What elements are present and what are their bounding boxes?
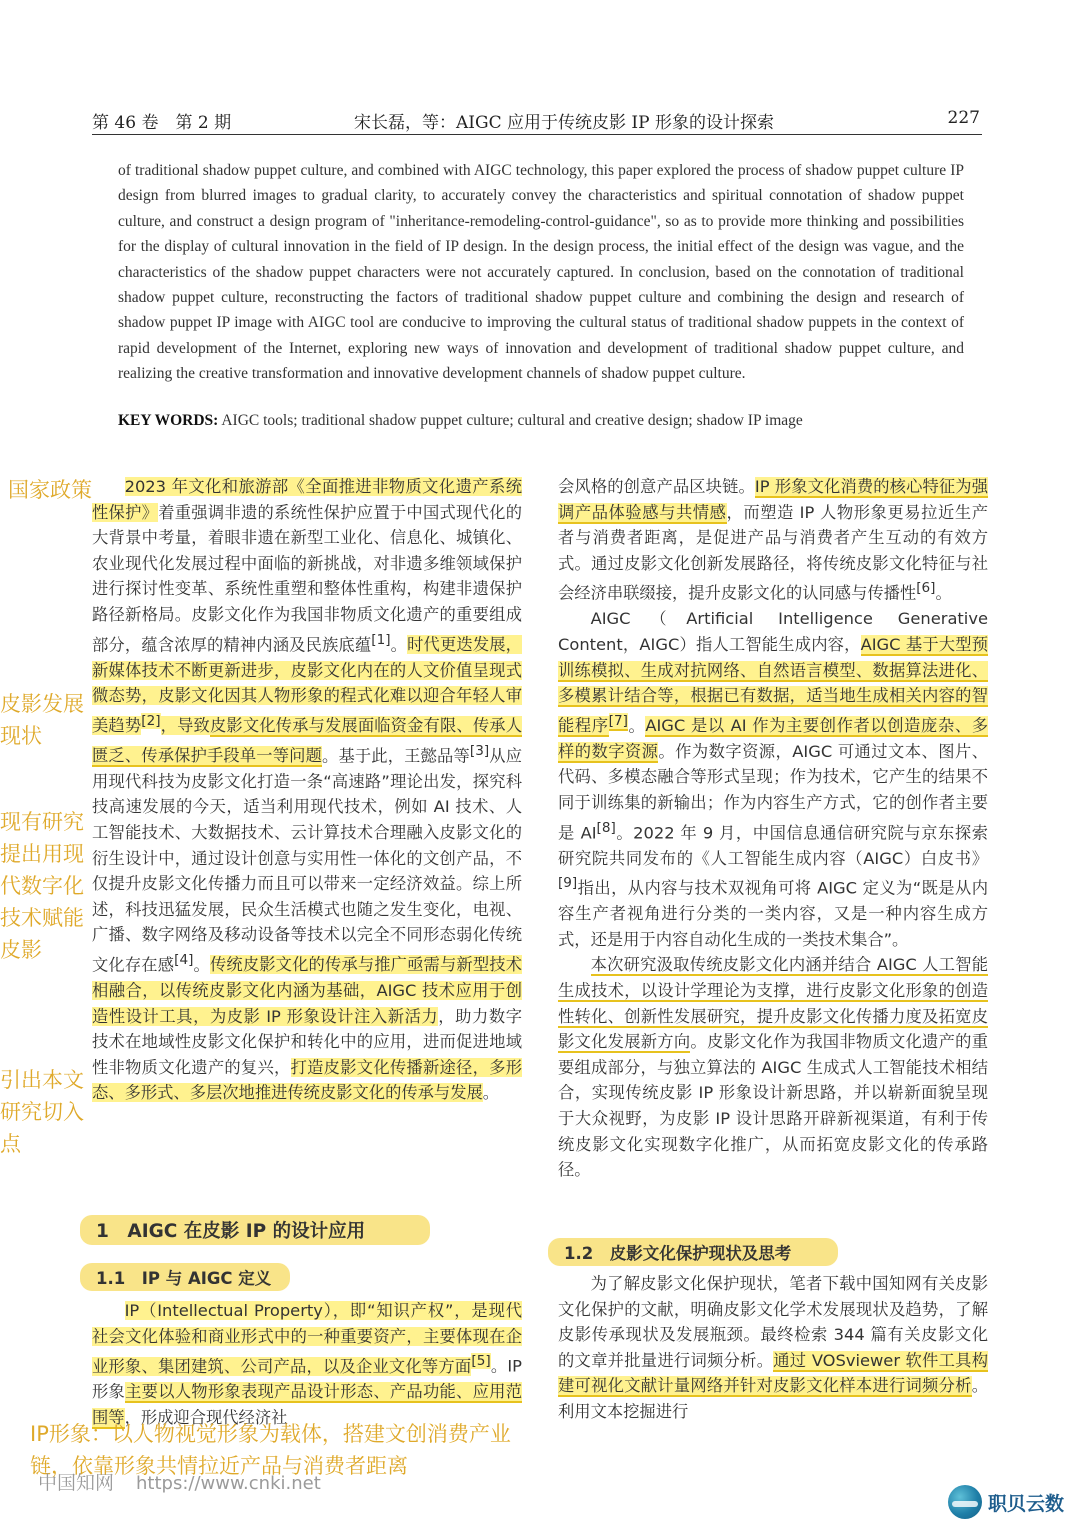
cnki-url: https://www.cnki.net — [136, 1473, 321, 1494]
brand-globe-icon — [948, 1485, 982, 1519]
research-aim-paragraph: 本次研究汲取传统皮影文化内涵并结合 AIGC 人工智能生成技术，以设计学理论为支撑，进行皮影文化形象的创造性转化、创新性发展研究，提升皮影文化传播力度及拓宽皮影文化发展新方向。皮影文化作为我国非物质文化遗产的重要组成部分，与独立算法的 AIGC 生成式人工智能技术相结合，实现传统皮影 IP 形象设计新思路，并以崭新面貌呈现于大众视野，为皮影 IP 设计思路开辟新视渠道，有利于传统皮影文化实现数字化推广，从而拓宽皮影文化的传承路径。 — [558, 955, 988, 1180]
ref-2: [2] — [141, 712, 161, 729]
english-abstract: of traditional shadow puppet culture, and combined with AIGC technology, this paper explored the process of shadow puppet culture IP design from blurred images to gradual clarity, to accurately convey the characteristics and spiritual connotation of shadow puppet culture, and construct a design program of "inheritance-remodeling-control-guidance", so as to provide more thinking and possibilities for the display of cultural innovation in the field of IP design. In the design process, the initial effect of the design was vague, and the characteristics of the shadow puppet characters were not accurately captured. In conclusion, based on the connotation of traditional shadow puppet culture, reconstructing the factors of traditional shadow puppet culture and combining the design and research of shadow puppet IP image with AIGC tool are conducive to improving the cultural status of traditional shadow puppets in the context of rapid development of the Internet, exploring new ways of innovation and development of traditional shadow puppet culture, and realizing the creative transformation and innovative development channels of shadow puppet culture. — [118, 162, 964, 383]
annotation-existing-research: 现有研究提出用现代数字化技术赋能皮影 — [0, 810, 84, 962]
annotation-entry-point: 引出本文研究切入点 — [0, 1068, 84, 1156]
ref-6: [6] — [916, 580, 936, 597]
underline-research-aim: 本次研究汲取传统皮影文化内涵并结合 AIGC 人工智能生成技术，以设计学理论为支撑，进行皮影文化形象的创造性转化、创新性发展研究，提升皮影文化传播力度及拓宽皮影文化发展新方向 — [558, 955, 988, 1052]
annotation-development-status: 皮影发展现状 — [0, 692, 84, 748]
ref-7: [7] — [608, 712, 628, 729]
brand-logo — [948, 1484, 1064, 1520]
page-number: 227 — [947, 108, 980, 128]
highlight-aigc-creator: AIGC 是以 AI 作为主要创作者以创造庞杂、多样的数字资源 — [558, 716, 988, 761]
highlight-entry-point: 传统皮影文化的传承与推广亟需与新型技术相融合，以传统皮影文化内涵为基础，AIGC 技术应用于创造性设计工具，为皮影 IP 形象设计注入新活力 — [92, 955, 522, 1026]
keywords-line — [118, 412, 964, 430]
ref-4: [4] — [174, 951, 194, 968]
left-column — [92, 474, 522, 1106]
section-heading-1-2: 1.2 皮影文化保护现状及思考 — [548, 1238, 838, 1266]
ip-consumption-paragraph: 会风格的创意产品区块链。IP 形象文化消费的核心特征为强调产品体验感与共情感，而塑造 IP 人物形象更易拉近生产者与消费者距离，是促进产品与消费者产生互动的有效方式。通过皮影文化创新发展路径，将传统皮影文化特征与社会经济串联缀接，提升皮影文化的认同感与传播性[6]。 — [558, 477, 989, 603]
ref-9: [9] — [558, 875, 578, 892]
running-title: 宋长磊，等：AIGC 应用于传统皮影 IP 形象的设计探索 — [354, 113, 774, 133]
section-heading-1: 1 AIGC 在皮影 IP 的设计应用 — [80, 1215, 430, 1245]
keywords-text: AIGC tools; traditional shadow puppet culture; cultural and creative design; shadow IP image — [218, 412, 803, 429]
highlight-vosviewer: 通过 VOSviewer 软件工具构建可视化文献计量网络并针对皮影文化样本进行词频分析 — [558, 1350, 988, 1396]
annotation-ip-image: IP形象：以人物视觉形象为载体，搭建文创消费产业链，依靠形象共情拉近产品与消费者距离 — [30, 1422, 511, 1478]
ref-8: [8] — [596, 819, 616, 836]
highlight-aigc-basis: AIGC 基于大型预训练模拟、生成对抗网络、自然语言模型、数据算法进化、多模累计结合等，根据已有数据，适当地生成相关内容的智能程序 — [558, 634, 988, 736]
highlight-new-path: 打造皮影文化传播新途径，多形态、多形式、多层次地推进传统皮影文化的传承与发展 — [92, 1057, 522, 1103]
right-column — [558, 474, 988, 1183]
highlight-ip-image: 主要以人物形象表现产品设计形态、产品功能、应用范围等 — [92, 1382, 522, 1427]
running-header — [92, 104, 982, 135]
cnki-watermark — [38, 1468, 321, 1495]
cnki-name: 中国知网 — [38, 1472, 115, 1494]
intro-paragraph: 2023 年文化和旅游部《全面推进非物质文化遗产系统性保护》着重强调非遗的系统性保护应置于中国式现代化的大背景中考量，着眼非遗在新型工业化、信息化、城镇化、农业现代化发展过程中面临的新挑战，对非遗多维领域保护进行探讨性变革、系统性重塑和整体性重构，构建非遗保护路径新格局。皮影文化作为我国非物质文化遗产的重要组成部分，蕴含浓厚的精神内涵及民族底蕴[1]。时代更迭发展，新媒体技术不断更新进步，皮影文化内在的人文价值呈现式微态势，皮影文化因其人物形象的程式化难以迎合年轻人审美趋势[2]，导致皮影文化传承与发展面临资金有限、传承人匮乏、传承保护手段单一等问题。基于此，王懿品等[3]从应用现代科技为皮影文化打造一条“高速路”理论出发，探究科技高速发展的今天，适当利用现代技术，例如 AI 技术、人工智能技术、大数据技术、云计算技术合理融入皮影文化的衍生设计中，通过设计创意与实用性一体化的文创产品，不仅提升皮影文化传播力而且可以带来一定经济效益。综上所述，科技迅猛发展，民众生活模式也随之发生变化，电视、广播、数字网络及移动设备等技术以完全不同形态弱化传统文化存在感[4]。传统皮影文化的传承与推广亟需与新型技术相融合，以传统皮影文化内涵为基础，AIGC 技术应用于创造性设计工具，为皮影 IP 形象设计注入新活力，助力数字技术在地域性皮影文化保护和转化中的应用，进而促进地域性非物质文化遗产的复兴，打造皮影文化传播新途径，多形态、多形式、多层次地推进传统皮影文化的传承与发展。 — [92, 477, 522, 1103]
ip-definition-paragraph: IP（Intellectual Property），即“知识产权”，是现代社会文化体验和商业形式中的一种重要资产，主要体现在企业形象、集团建筑、公司产品，以及企业文化等方面[5]。IP 形象主要以人物形象表现产品设计形态、产品功能、应用范围等，形成迎合现代经济社 — [92, 1301, 522, 1427]
ref-3: [3] — [469, 742, 490, 759]
ref-1: [1] — [371, 631, 391, 648]
protection-status-paragraph: 为了解皮影文化保护现状，笔者下载中国知网有关皮影文化保护的文献，明确皮影文化学术发展现状及趋势，了解皮影传承现状及发展瓶颈。最终检索 344 篇有关皮影文化的文章并批量进行词频分析。通过 VOSviewer 软件工具构建可视化文献计量网络并针对皮影文化样本进行词频分析。利用文本挖掘进行 — [558, 1274, 988, 1421]
highlight-ip-core: IP 形象文化消费的核心特征为强调产品体验感与共情感 — [558, 477, 989, 522]
right-column-protection-section — [558, 1271, 988, 1425]
highlight-ip-definition: IP（Intellectual Property），即“知识产权”，是现代社会文化体验和商业形式中的一种重要资产，主要体现在企业形象、集团建筑、公司产品，以及企业文化等方面 — [92, 1301, 522, 1376]
aigc-definition-paragraph: AIGC（Artificial Intelligence Generative Content，AIGC）指人工智能生成内容，AIGC 基于大型预训练模拟、生成对抗网络、自然语言模型、数据算法进化、多模累计结合等，根据已有数据，适当地生成相关内容的智能程序[7]。AIGC 是以 AI 作为主要创作者以创造庞杂、多样的数字资源。作为数字资源，AIGC 可通过文本、图片、代码、多模态融合等形式呈现；作为技术，它产生的结果不同于训练集的新输出；作为内容生产方式，它的创作者主要是 AI[8]。2022 年 9 月，中国信息通信研究院与京东探索研究院共同发布的《人工智能生成内容（AIGC）白皮书》[9]指出，从内容与技术双视角可将 AIGC 定义为“既是从内容生产者视角进行分类的一类内容，又是一种内容生成方式，还是用于内容自动化生成的一类技术集合”。 — [558, 609, 988, 949]
section-heading-1-1: 1.1 IP 与 AIGC 定义 — [80, 1263, 290, 1291]
annotation-national-policy: 国家政策 — [8, 478, 92, 502]
left-column-ip-section — [92, 1298, 522, 1430]
ref-5: [5] — [471, 1353, 491, 1370]
keywords-label: KEY WORDS: — [118, 412, 219, 429]
volume-issue: 第 46 卷 第 2 期 — [92, 113, 232, 133]
brand-name: 职贝云数 — [988, 1492, 1065, 1515]
highlight-policy: 2023 年文化和旅游部《全面推进非物质文化遗产系统性保护》 — [92, 477, 522, 522]
highlight-status: 时代更迭发展，新媒体技术不断更新进步，皮影文化内在的人文价值呈现式微态势，皮影文化因其人物形象的程式化难以迎合年轻人审美趋势 — [92, 634, 522, 736]
highlight-problems: 皮影文化传承与发展面临资金有限、传承人匮乏、传承保护手段单一等问题 — [92, 716, 522, 766]
